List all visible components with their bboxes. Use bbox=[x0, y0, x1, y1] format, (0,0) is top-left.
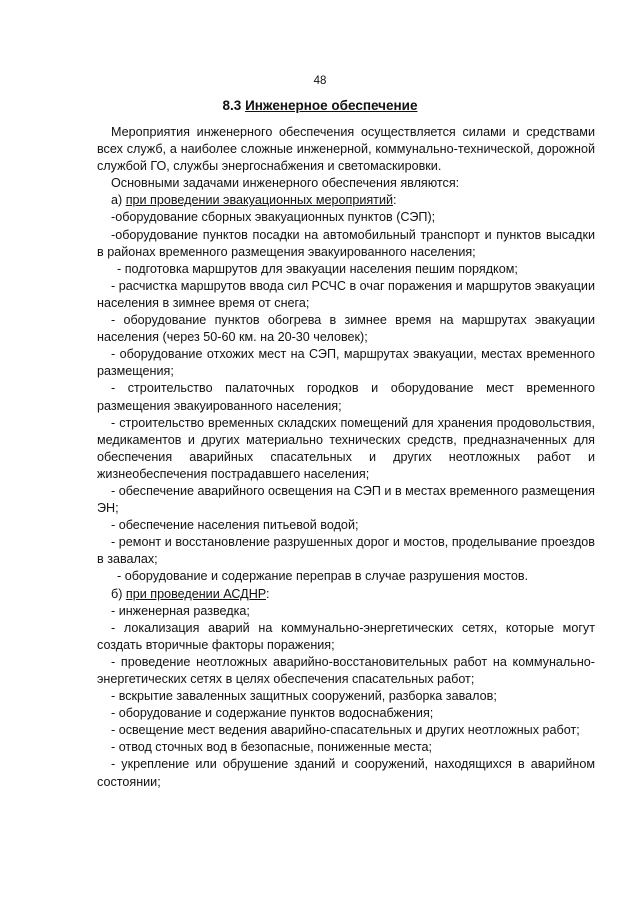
subsection-title: при проведении АСДНР bbox=[125, 586, 266, 601]
paragraph: - оборудование пунктов обогрева в зимнее время на маршрутах эвакуации населения (через 50-60 км. на 20-30 человек); bbox=[97, 313, 595, 345]
paragraph bbox=[97, 586, 595, 603]
paragraph: - расчистка маршрутов ввода сил РСЧС в очаг поражения и маршрутов эвакуации населения в зимнее время от снега; bbox=[97, 278, 595, 310]
section-title: Инженерное обеспечение bbox=[245, 98, 418, 113]
paragraph: - вскрытие заваленных защитных сооружений, разборка завалов; bbox=[111, 689, 497, 704]
document-body bbox=[97, 124, 595, 791]
paragraph: - обеспечение аварийного освещения на СЭП и в местах временного размещения ЭН; bbox=[97, 483, 595, 516]
paragraph: - проведение неотложных аварийно-восстановительных работ на коммунально-энергетических сетях в целях обеспечения спасательных работ; bbox=[97, 654, 595, 686]
section-number: 8.3 bbox=[222, 98, 242, 113]
list-label: а) bbox=[111, 193, 126, 208]
subsection-title: при проведении эвакуационных мероприятий bbox=[125, 193, 394, 208]
paragraph: - локализация аварий на коммунально-энергетических сетях, которые могут создать вторичные факторы поражения; bbox=[97, 620, 595, 652]
paragraph: - обеспечение населения питьевой водой; bbox=[111, 518, 359, 533]
paragraph: Основными задачами инженерного обеспечения являются: bbox=[111, 176, 460, 191]
paragraph: - подготовка маршрутов для эвакуации населения пешим порядком; bbox=[117, 261, 518, 276]
paragraph: - строительство временных складских помещений для хранения продовольствия, медикаментов и других материально технических средств, предназначенных для обеспечения аварийных спасательных и других неотложных работ и жизнеобеспечения пострадавшего населения; bbox=[97, 415, 595, 481]
paragraph: - строительство палаточных городков и оборудование мест временного размещения эвакуированного населения; bbox=[97, 381, 595, 413]
punctuation: : bbox=[393, 193, 397, 208]
paragraph: -оборудование пунктов посадки на автомобильный транспорт и пунктов высадки в районах временного размещения эвакуированного населения; bbox=[97, 227, 595, 259]
paragraph: - укрепление или обрушение зданий и сооружений, находящихся в аварийном состоянии; bbox=[97, 757, 595, 789]
paragraph: - ремонт и восстановление разрушенных дорог и мостов, проделывание проездов в завалах; bbox=[97, 535, 595, 567]
paragraph: - оборудование и содержание переправ в случае разрушения мостов. bbox=[117, 569, 529, 584]
page-number: 48 bbox=[313, 75, 327, 87]
paragraph: Мероприятия инженерного обеспечения осуществляется силами и средствами всех служб, а наиболее сложные инженерной, коммунально-технической, дорожной службой ГО, службы энергоснабжения и светомаскировки. bbox=[97, 125, 595, 174]
paragraph: -оборудование сборных эвакуационных пунктов (СЭП); bbox=[111, 210, 436, 225]
paragraph: - оборудование и содержание пунктов водоснабжения; bbox=[111, 706, 434, 721]
paragraph: - инженерная разведка; bbox=[111, 603, 250, 618]
section-heading bbox=[0, 98, 640, 113]
paragraph: - оборудование отхожих мест на СЭП, маршрутах эвакуации, местах временного размещения; bbox=[97, 347, 595, 379]
paragraph: - отвод сточных вод в безопасные, пониженные места; bbox=[111, 740, 432, 755]
list-label: б) bbox=[111, 586, 126, 601]
paragraph: - освещение мест ведения аварийно-спасательных и других неотложных работ; bbox=[111, 723, 580, 738]
paragraph bbox=[97, 192, 595, 209]
punctuation: : bbox=[265, 586, 270, 601]
